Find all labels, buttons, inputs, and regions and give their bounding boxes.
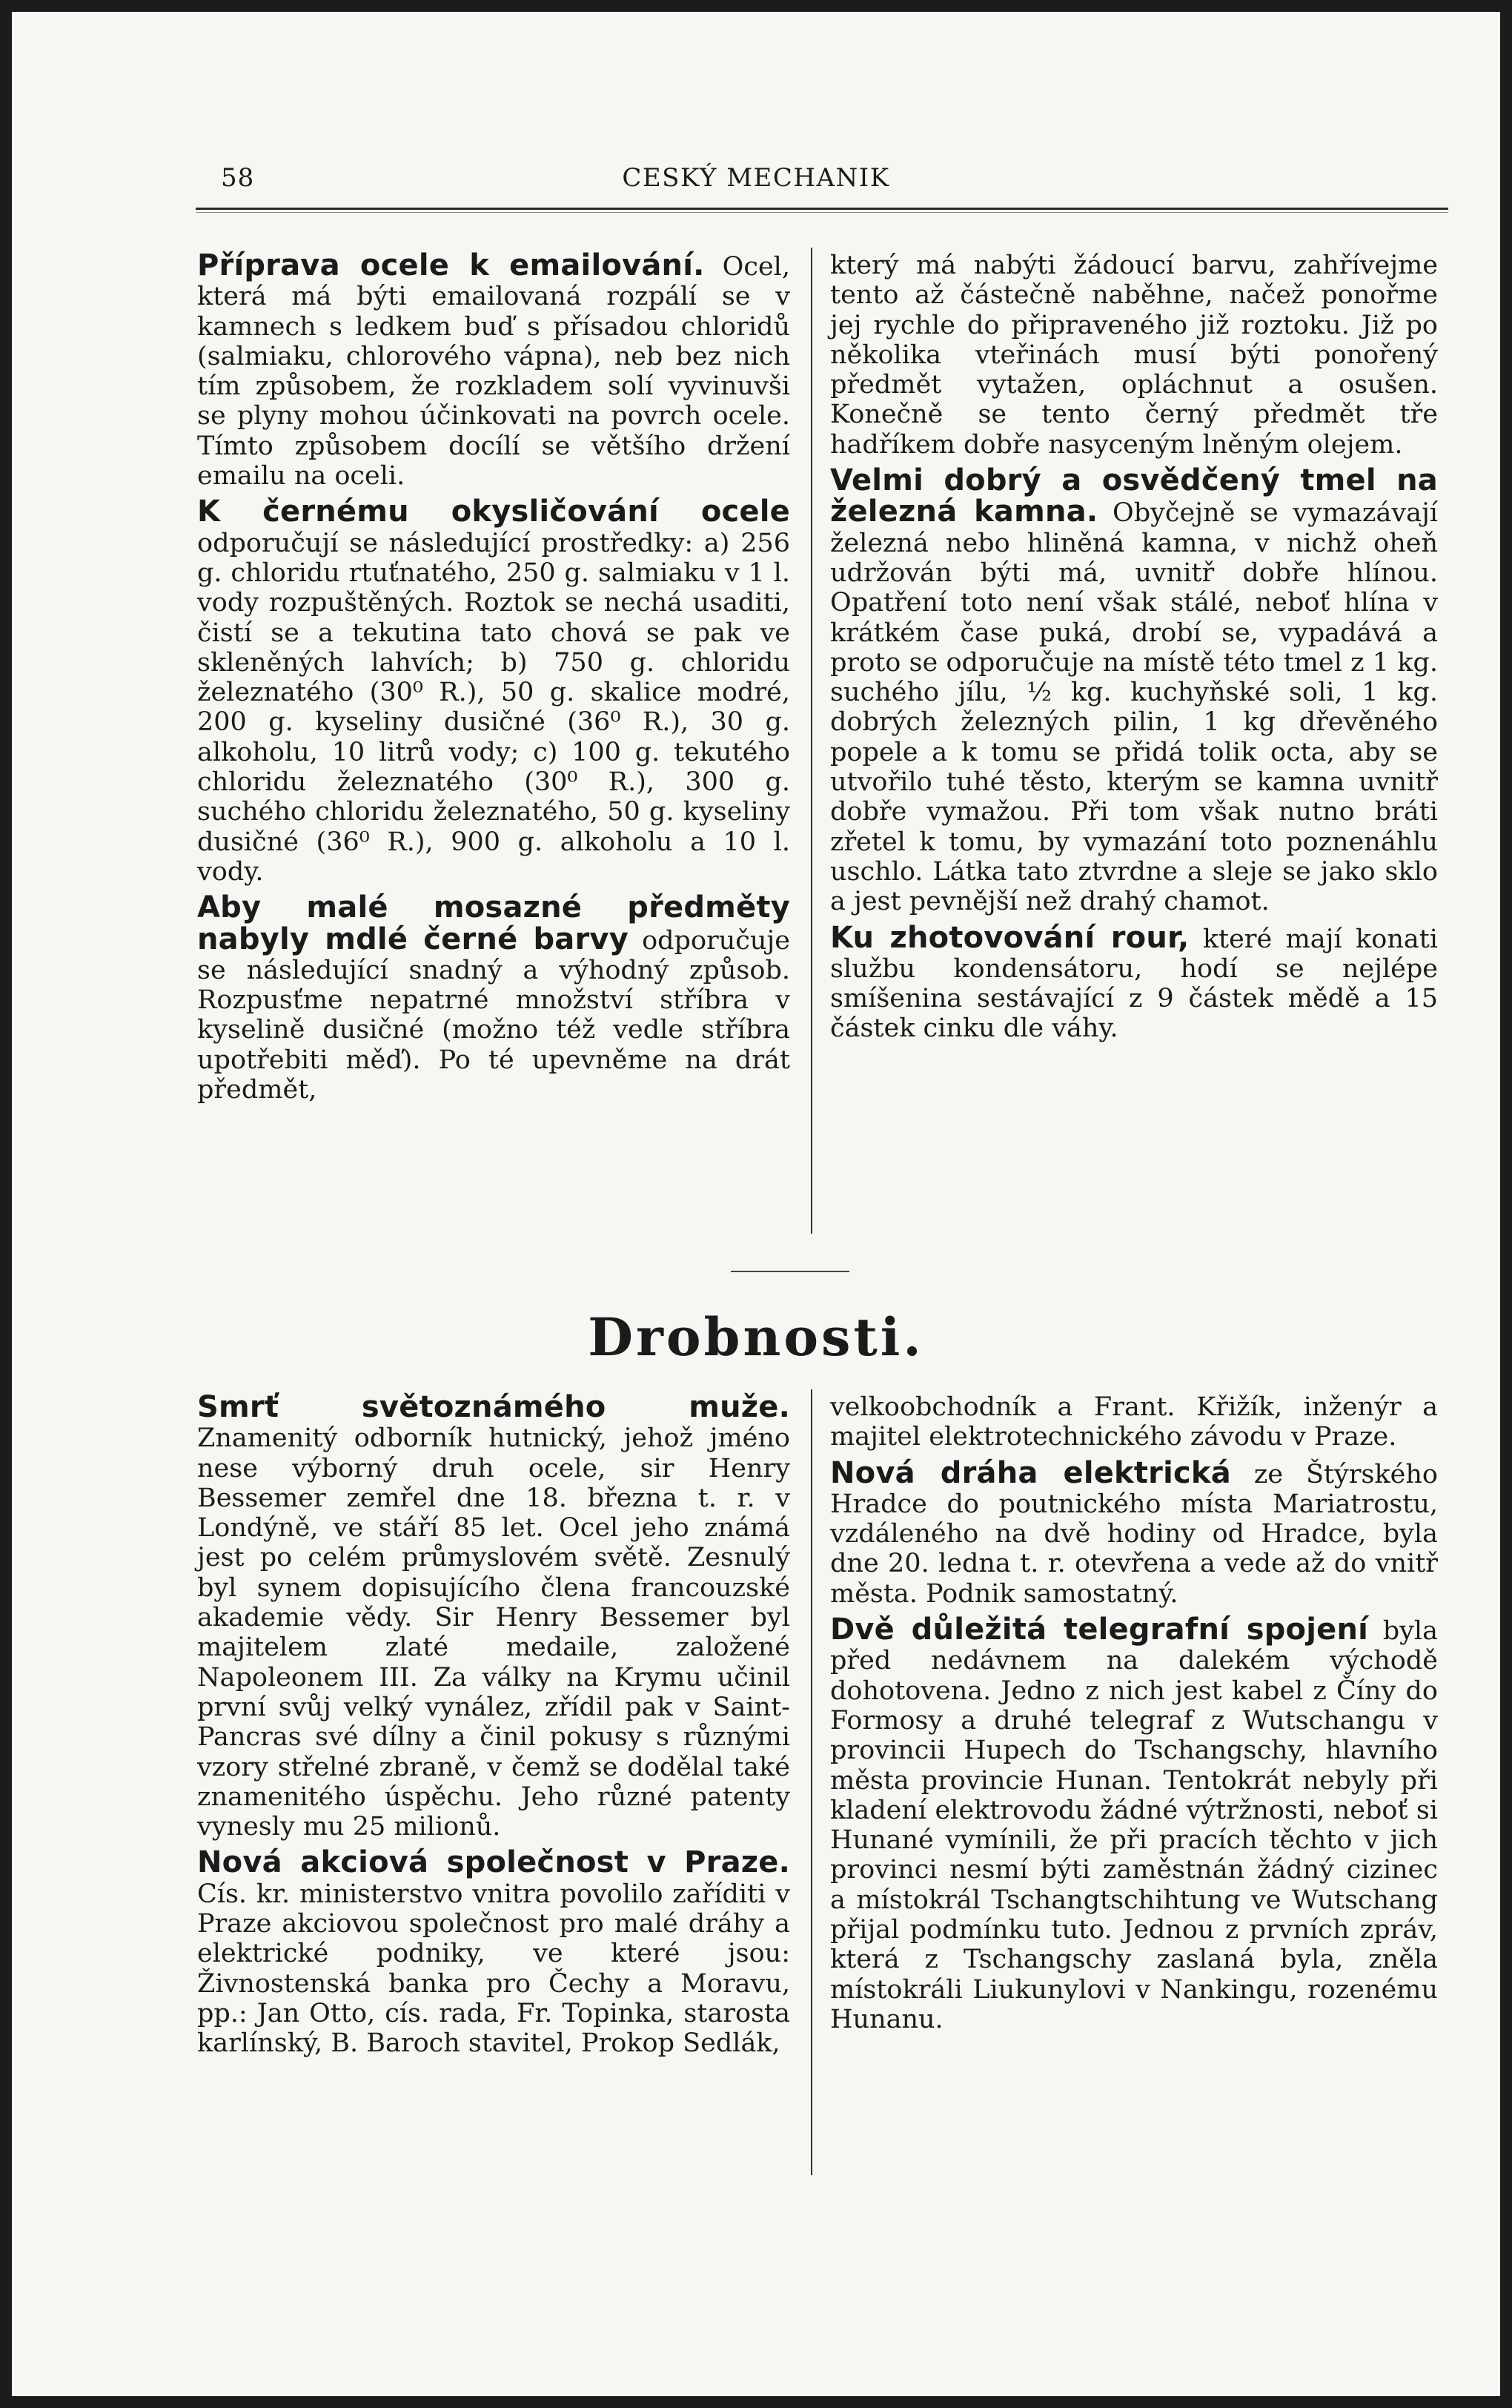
journal-page xyxy=(12,12,1500,2396)
header-rule-thin xyxy=(196,212,1448,213)
article-body: Ocel, která má býti emailovaná rozpálí se v kamnech s ledkem buď s přísadou chloridů (salmiaku, chlorového vápna), neb bez nich tím způsobem, že rozkladem solí vyvinuvši se plyny mohou účinkovati na povrch ocele. Tímto způsobem docílí se většího držení emailu na oceli. xyxy=(197,252,790,492)
section-title: Drobnosti. xyxy=(588,1306,924,1368)
article-heading: Velmi dobrý a osvědčený tmel na železná kamna. xyxy=(830,463,1438,529)
article-body: Obyčejně se vymazávají železná nebo hliněná kamna, v nichž oheň udržován býti má, uvnitř dobře hlínou. Opatření toto není však stálé, neboť hlína v krátkém čase puká, drobí se, vypadává a proto se odporučuje na místě této tmel z 1 kg. suchého jílu, ½ kg. kuchyňské soli, 1 kg. dobrých železných pilin, 1 kg dřevěného popele a k tomu se přidá tolik octa, aby se utvořilo tuhé těsto, kterým se kamna uvnitř dobře vymažou. Při tom však nutno bráti zřetel k tomu, by vymazání toto poznenáhlu uschlo. Látka tato ztvrdne a sleje se jako sklo a jest pevnější než drahý chamot. xyxy=(830,498,1438,917)
article xyxy=(197,494,790,887)
header-rule xyxy=(196,208,1448,210)
article-heading: K černému okysličování ocele xyxy=(197,494,790,529)
article xyxy=(197,1845,790,2059)
top-right-column xyxy=(830,251,1438,1044)
article xyxy=(830,1612,1438,2034)
article-body: Znamenitý odborník hutnický, jehož jméno nese výborný druh ocele, sir Henry Bessemer zemřel dne 18. března t. r. v Londýně, ve stáří 85 let. Ocel jeho známá jest po celém průmyslovém světě. Zesnulý byl synem dopisujícího člena francouzské akademie vědy. Sir Henry Bessemer byl majitelem zlaté medaile, založené Napoleonem III. Za války na Krymu učinil první svůj velký vynález, zřídil pak v Saint-Pancras své dílny a činil pokusy s různými vzory střelné zbraně, v čemž se dodělal také znamenitého úspěchu. Jeho různé patenty vynesly mu 25 milionů. xyxy=(197,1423,790,1842)
article-body: Cís. kr. ministerstvo vnitra povolilo zaříditi v Praze akciovou společnost pro malé dráhy a elektrické podniky, ve které jsou: Živnostenská banka pro Čechy a Moravu, pp.: Jan Otto, cís. rada, Fr. Topinka, starosta karlínský, B. Baroch stavitel, Prokop Sedlák, xyxy=(197,1879,790,2059)
column-divider xyxy=(811,248,812,1234)
article xyxy=(830,1455,1438,1609)
article-heading: Smrť světoznámého muže. xyxy=(197,1390,790,1424)
article xyxy=(830,1392,1438,1452)
column-divider xyxy=(811,1389,812,2175)
article-body: ze Štýrského Hradce do poutnického místa Mariatrostu, vzdáleného na dvě hodiny od Hradce, byla dne 20. ledna t. r. otevřena a vede až do vnitř města. Podnik samostatný. xyxy=(830,1459,1438,1609)
article-body: odporučuje se následující snadný a výhodný způsob. Rozpusťme nepatrné množství stříbra v kyselině dusičné (možno též vedle stříbra upotřebiti měď). Po té upevněme na drát předmět, xyxy=(197,925,790,1105)
article xyxy=(197,890,790,1105)
running-title: CESKÝ MECHANIK xyxy=(622,163,890,193)
article-heading: Aby malé mosazné předměty nabyly mdlé černé barvy xyxy=(197,890,790,956)
top-left-column xyxy=(197,248,790,1105)
article-body: které mají konati službu kondensátoru, hodí se nejlépe smíšenina sestávající z 9 částek mědě a 15 částek cinku dle váhy. xyxy=(830,924,1438,1044)
article-heading: Příprava ocele k emailování. xyxy=(197,248,705,282)
page-number: 58 xyxy=(221,163,255,193)
article-heading: Ku zhotovování rour, xyxy=(830,920,1190,955)
article xyxy=(830,251,1438,460)
article xyxy=(830,463,1438,917)
article-body: odporučují se následující prostředky: a) 256 g. chloridu rtuťnatého, 250 g. salmiaku v 1 l. vody rozpuštěných. Roztok se nechá usaditi, čistí se a tekutina tato chová se pak ve skleněných lahvích; b) 750 g. chloridu železnatého (30⁰ R.), 50 g. skalice modré, 200 g. kyseliny dusičné (36⁰ R.), 30 g. alkoholu, 10 litrů vody; c) 100 g. tekutého chloridu železnatého (30⁰ R.), 300 g. suchého chloridu železnatého, 50 g. kyseliny dusičné (36⁰ R.), 900 g. alkoholu a 10 l. vody. xyxy=(197,528,790,887)
article-body: který má nabýti žádoucí barvu, zahřívejme tento až částečně naběhne, načež ponořme jej rychle do připraveného již roztoku. Již po několika vteřinách musí býti ponořený předmět vytažen, opláchnut a osušen. Konečně se tento černý předmět tře hadříkem dobře nasyceným lněným olejem. xyxy=(830,251,1438,460)
bottom-right-column xyxy=(830,1392,1438,2034)
article-body: byla před nedávnem na dalekém východě dohotovena. Jedno z nich jest kabel z Číny do Formosy a druhé telegraf z Wutschangu v provincii Hupech do Tschangschy, hlavního města provincie Hunan. Tentokrát nebyly při kladení elektrovodu žádné výtržnosti, neboť si Hunané vymínili, že při pracích těchto v jich provinci nesmí býti zaměstnán žádný cizinec a místokrál Tschangtschihtung ve Wutschang přijal podmínku tuto. Jednou z prvních zpráv, která z Tschangschy zaslaná byla, zněla místokráli Liukunylovi v Nankingu, rozenému Hunanu. xyxy=(830,1616,1438,2034)
article-heading: Dvě důležitá telegrafní spojení xyxy=(830,1612,1369,1647)
bottom-left-column xyxy=(197,1392,790,2059)
article-body: velkoobchodník a Frant. Křižík, inženýr a majitel elektrotechnického závodu v Praze. xyxy=(830,1392,1438,1452)
section-separator xyxy=(731,1271,849,1272)
article-heading: Nová dráha elektrická xyxy=(830,1455,1231,1490)
article xyxy=(197,1392,790,1842)
article xyxy=(830,920,1438,1044)
article xyxy=(197,248,790,492)
article-heading: Nová akciová společnost v Praze. xyxy=(197,1845,790,1880)
